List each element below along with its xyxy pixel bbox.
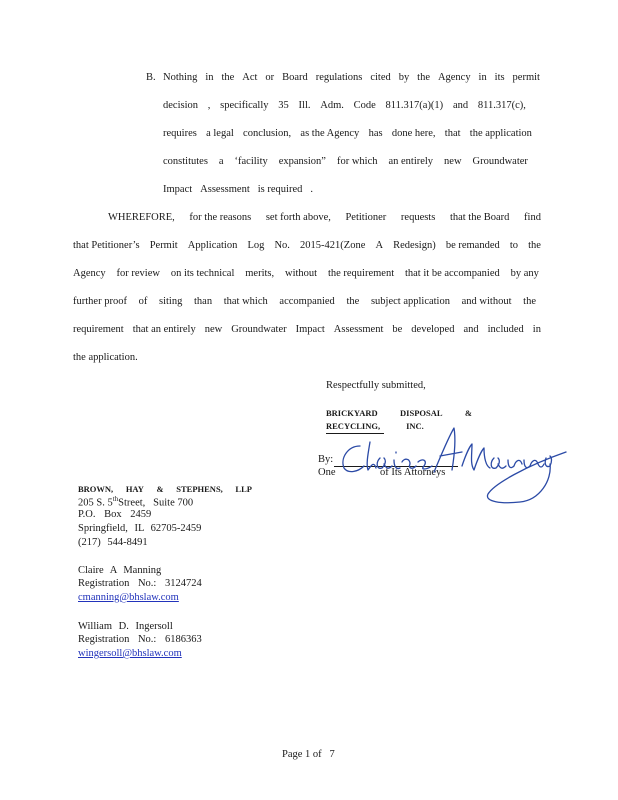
paragraph-line (73, 240, 541, 251)
word: a legal (206, 128, 234, 139)
word: be remanded (445, 240, 500, 251)
attorney-registration: Registration No.: 3124724 (78, 578, 202, 589)
paragraph-line (73, 352, 138, 363)
word: the application. (73, 352, 138, 363)
word: WHEREFORE, (108, 212, 175, 223)
word: merits, (245, 268, 275, 279)
attorney-email-link[interactable]: cmanning@bhslaw.com (78, 592, 179, 603)
word: Impact (163, 184, 193, 195)
word: is required (257, 184, 303, 195)
word: subject application (370, 296, 450, 307)
firm-phone: (217) 544-8491 (78, 537, 148, 548)
word: Redesign) (393, 240, 436, 251)
word: set forth above, (265, 212, 331, 223)
word: constitutes (163, 156, 208, 167)
page-number: Page 1 of 7 (282, 749, 335, 760)
word: done here, (391, 128, 436, 139)
word: requires (163, 128, 197, 139)
word: Assessment (200, 184, 250, 195)
word: conclusion, (243, 128, 292, 139)
word: find (524, 212, 541, 223)
word: Petitioner (345, 212, 387, 223)
paragraph-line (73, 324, 541, 335)
firm-name: BROWN, HAY & STEPHENS, LLP (78, 484, 252, 494)
word: and (452, 100, 469, 111)
word: and (463, 324, 479, 335)
word: in (532, 324, 541, 335)
word: decision (163, 100, 198, 111)
firm-city: Springfield, IL 62705-2459 (78, 523, 202, 534)
word: permit (512, 72, 540, 83)
word: that (444, 128, 461, 139)
paragraph-line (163, 100, 526, 111)
word: without (284, 268, 318, 279)
word: than (194, 296, 213, 307)
word: Board (282, 72, 308, 83)
word: Log (247, 240, 265, 251)
one-label: One (318, 467, 336, 478)
paragraph-line (163, 128, 532, 139)
word: Permit (149, 240, 178, 251)
word: as the Agency (300, 128, 360, 139)
word: requests (400, 212, 436, 223)
word: new (204, 324, 223, 335)
handwritten-signature (330, 418, 570, 508)
item-b-marker: B. (146, 72, 156, 83)
word: a (218, 156, 224, 167)
word: cited (370, 72, 391, 83)
word: the requirement (327, 268, 395, 279)
attorneys-label: of Its Attorneys (380, 467, 446, 478)
word: the (346, 296, 360, 307)
word: that an entirely (132, 324, 196, 335)
word: has (368, 128, 383, 139)
word: new (444, 156, 462, 167)
company-name-line2: RECYCLING, INC. (326, 421, 424, 431)
word: that Petitioner’s (73, 240, 140, 251)
word: Agency (73, 268, 106, 279)
word: regulations (315, 72, 363, 83)
paragraph-line (163, 72, 540, 83)
word: Groundwater (231, 324, 287, 335)
word: in (205, 72, 214, 83)
attorney-registration: Registration No.: 6186363 (78, 634, 202, 645)
word: Nothing (163, 72, 198, 83)
word: requirement (73, 324, 124, 335)
paragraph-line (73, 296, 536, 307)
word: on its technical (170, 268, 235, 279)
word: included (487, 324, 524, 335)
word: be (392, 324, 403, 335)
word: to (509, 240, 519, 251)
word: the (523, 296, 536, 307)
word: specifically (220, 100, 269, 111)
word: 811.317(c), (477, 100, 526, 111)
word: Application (187, 240, 238, 251)
closing-text: Respectfully submitted, (326, 380, 426, 391)
word: its (494, 72, 505, 83)
word: the application (469, 128, 532, 139)
word: that it be accompanied (404, 268, 500, 279)
attorney-name: William D. Ingersoll (78, 621, 173, 632)
word: 2015-421(Zone (300, 240, 366, 251)
word: Groundwater (472, 156, 528, 167)
word: Adm. (320, 100, 344, 111)
firm-street: 205 S. 5thStreet, Suite 700 (78, 495, 194, 509)
word: in (478, 72, 487, 83)
attorney-name: Claire A Manning (78, 565, 162, 576)
word: ‘facility (234, 156, 268, 167)
word: No. (274, 240, 290, 251)
word: for review (116, 268, 160, 279)
word: of (138, 296, 148, 307)
paragraph-line (163, 184, 313, 195)
word: . (310, 184, 313, 195)
word: accompanied (279, 296, 335, 307)
word: Assessment (333, 324, 384, 335)
word: for the reasons (189, 212, 252, 223)
word: the (528, 240, 541, 251)
word: developed (411, 324, 455, 335)
word: A (375, 240, 384, 251)
word: Agency (437, 72, 471, 83)
paragraph-line (73, 268, 539, 279)
company-name-line1: BRICKYARD DISPOSAL & (326, 408, 472, 418)
by-label: By: (318, 454, 334, 465)
word: Impact (295, 324, 325, 335)
word: an entirely (388, 156, 434, 167)
word: the (417, 72, 430, 83)
word: siting (159, 296, 183, 307)
word: and without (461, 296, 512, 307)
word: by (398, 72, 410, 83)
paragraph-line (108, 212, 541, 223)
word: that the Board (449, 212, 510, 223)
paragraph-line (163, 156, 528, 167)
word: or (265, 72, 275, 83)
word: Act (242, 72, 258, 83)
word: , (207, 100, 211, 111)
word: Code (353, 100, 376, 111)
word: the (221, 72, 235, 83)
word: by any (510, 268, 539, 279)
word: 35 (278, 100, 289, 111)
attorney-email-link[interactable]: wingersoll@bhslaw.com (78, 648, 182, 659)
firm-pobox: P.O. Box 2459 (78, 509, 152, 520)
word: further proof (73, 296, 127, 307)
word: expansion” (278, 156, 326, 167)
word: that which (223, 296, 268, 307)
word: Ill. (298, 100, 311, 111)
word: for which (336, 156, 378, 167)
word: 811.317(a)(1) (385, 100, 444, 111)
